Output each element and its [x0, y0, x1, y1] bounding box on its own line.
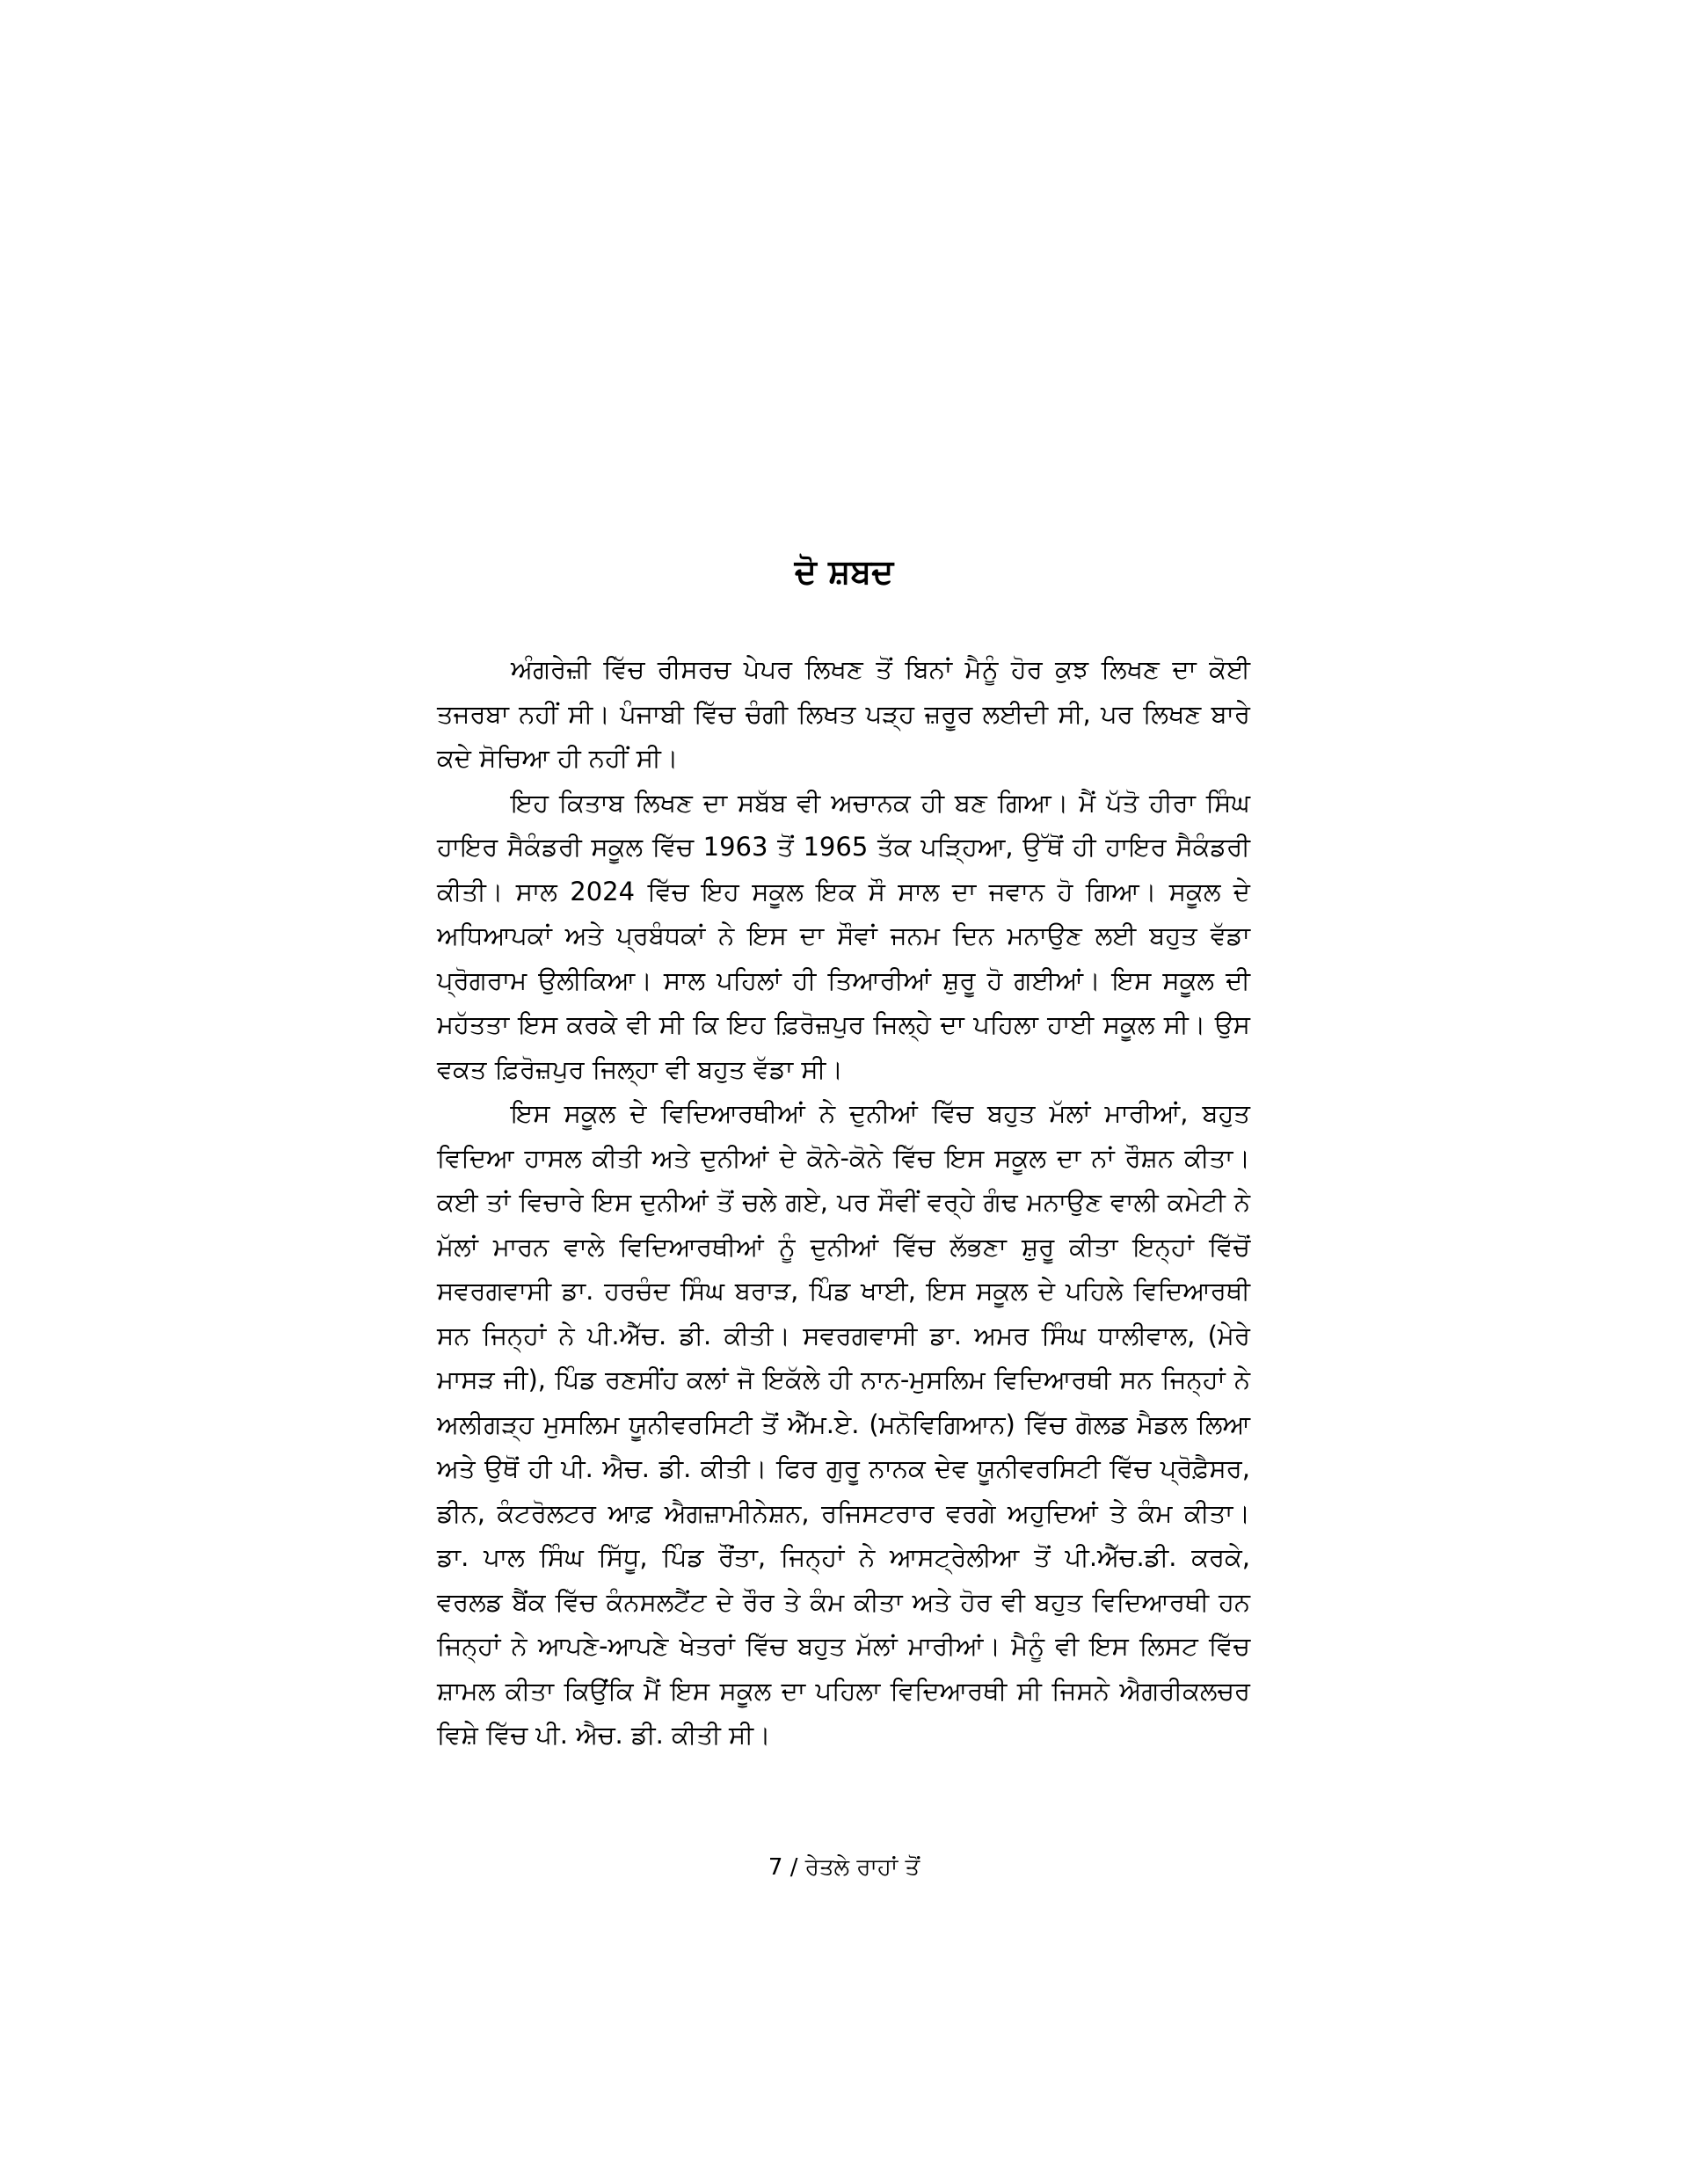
- page-title: ਦੋ ਸ਼ਬਦ: [794, 552, 894, 591]
- page-footer: 7 / ਰੇਤਲੇ ਰਾਹਾਂ ਤੋਂ: [768, 1854, 920, 1881]
- paragraph-3: ਇਸ ਸਕੂਲ ਦੇ ਵਿਦਿਆਰਥੀਆਂ ਨੇ ਦੁਨੀਆਂ ਵਿੱਚ ਬਹੁਤ ਮੱਲਾਂ ਮਾਰੀਆਂ, ਬਹੁਤ ਵਿਦਿਆ ਹਾਸਲ ਕੀਤੀ ਅਤੇ ਦੁਨੀਆਂ ਦੇ ਕੋਨੇ-ਕੋਨੇ ਵਿੱਚ ਇਸ ਸਕੂਲ ਦਾ ਨਾਂ ਰੌਸ਼ਨ ਕੀਤਾ। ਕਈ ਤਾਂ ਵਿਚਾਰੇ ਇਸ ਦੁਨੀਆਂ ਤੋਂ ਚਲੇ ਗਏ, ਪਰ ਸੌਵੀਂ ਵਰ੍ਹੇ ਗੰਢ ਮਨਾਉਣ ਵਾਲੀ ਕਮੇਟੀ ਨੇ ਮੱਲਾਂ ਮਾਰਨ ਵਾਲੇ ਵਿਦਿਆਰਥੀਆਂ ਨੂੰ ਦੁਨੀਆਂ ਵਿੱਚ ਲੱਭਣਾ ਸ਼ੁਰੂ ਕੀਤਾ ਇਨ੍ਹਾਂ ਵਿੱਚੋਂ ਸਵਰਗਵਾਸੀ ਡਾ. ਹਰਚੰਦ ਸਿੰਘ ਬਰਾੜ, ਪਿੰਡ ਖਾਈ, ਇਸ ਸਕੂਲ ਦੇ ਪਹਿਲੇ ਵਿਦਿਆਰਥੀ ਸਨ ਜਿਨ੍ਹਾਂ ਨੇ ਪੀ.ਐੱਚ. ਡੀ. ਕੀਤੀ। ਸਵਰਗਵਾਸੀ ਡਾ. ਅਮਰ ਸਿੰਘ ਧਾਲੀਵਾਲ, (ਮੇਰੇ ਮਾਸੜ ਜੀ), ਪਿੰਡ ਰਣਸੀਂਹ ਕਲਾਂ ਜੋ ਇਕੱਲੇ ਹੀ ਨਾਨ-ਮੁਸਲਿਮ ਵਿਦਿਆਰਥੀ ਸਨ ਜਿਨ੍ਹਾਂ ਨੇ ਅਲੀਗੜ੍ਹ ਮੁਸਲਿਮ ਯੂਨੀਵਰਸਿਟੀ ਤੋਂ ਐੱਮ.ਏ. (ਮਨੋਵਿਗਿਆਨ) ਵਿੱਚ ਗੋਲਡ ਮੈਡਲ ਲਿਆ ਅਤੇ ਉਥੋਂ ਹੀ ਪੀ. ਐਚ. ਡੀ. ਕੀਤੀ। ਫਿਰ ਗੁਰੂ ਨਾਨਕ ਦੇਵ ਯੂਨੀਵਰਸਿਟੀ ਵਿੱਚ ਪ੍ਰੋਫ਼ੈਸਰ, ਡੀਨ, ਕੰਟਰੋਲਟਰ ਆਫ਼ ਐਗਜ਼ਾਮੀਨੇਸ਼ਨ, ਰਜਿਸਟਰਾਰ ਵਰਗੇ ਅਹੁਦਿਆਂ ਤੇ ਕੰਮ ਕੀਤਾ। ਡਾ. ਪਾਲ ਸਿੰਘ ਸਿੱਧੂ, ਪਿੰਡ ਰੌਂਤਾ, ਜਿਨ੍ਹਾਂ ਨੇ ਆਸਟ੍ਰੇਲੀਆ ਤੋਂ ਪੀ.ਐੱਚ.ਡੀ. ਕਰਕੇ, ਵਰਲਡ ਬੈਂਕ ਵਿੱਚ ਕੰਨਸਲਟੈਂਟ ਦੇ ਰੌਰ ਤੇ ਕੰਮ ਕੀਤਾ ਅਤੇ ਹੋਰ ਵੀ ਬਹੁਤ ਵਿਦਿਆਰਥੀ ਹਨ ਜਿਨ੍ਹਾਂ ਨੇ ਆਪਣੇ-ਆਪਣੇ ਖੇਤਰਾਂ ਵਿੱਚ ਬਹੁਤ ਮੱਲਾਂ ਮਾਰੀਆਂ। ਮੈਨੂੰ ਵੀ ਇਸ ਲਿਸਟ ਵਿੱਚ ਸ਼ਾਮਲ ਕੀਤਾ ਕਿਉਂਕਿ ਮੈਂ ਇਸ ਸਕੂਲ ਦਾ ਪਹਿਲਾ ਵਿਦਿਆਰਥੀ ਸੀ ਜਿਸਨੇ ਐਗਰੀਕਲਚਰ ਵਿਸ਼ੇ ਵਿੱਚ ਪੀ. ਐਚ. ਡੀ. ਕੀਤੀ ਸੀ।: [437, 1098, 1250, 1750]
- paragraph-2: ਇਹ ਕਿਤਾਬ ਲਿਖਣ ਦਾ ਸਬੱਬ ਵੀ ਅਚਾਨਕ ਹੀ ਬਣ ਗਿਆ। ਮੈਂ ਪੱਤੋ ਹੀਰਾ ਸਿੰਘ ਹਾਇਰ ਸੈਕੰਡਰੀ ਸਕੂਲ ਵਿੱਚ 1963 ਤੋਂ 1965 ਤੱਕ ਪੜ੍ਹਿਆ, ਉੱਥੋਂ ਹੀ ਹਾਇਰ ਸੈਕੰਡਰੀ ਕੀਤੀ। ਸਾਲ 2024 ਵਿੱਚ ਇਹ ਸਕੂਲ ਇਕ ਸੌ ਸਾਲ ਦਾ ਜਵਾਨ ਹੋ ਗਿਆ। ਸਕੂਲ ਦੇ ਅਧਿਆਪਕਾਂ ਅਤੇ ਪ੍ਰਬੰਧਕਾਂ ਨੇ ਇਸ ਦਾ ਸੌਵਾਂ ਜਨਮ ਦਿਨ ਮਨਾਉਣ ਲਈ ਬਹੁਤ ਵੱਡਾ ਪ੍ਰੋਗਰਾਮ ਉਲੀਕਿਆ। ਸਾਲ ਪਹਿਲਾਂ ਹੀ ਤਿਆਰੀਆਂ ਸ਼ੁਰੂ ਹੋ ਗਈਆਂ। ਇਸ ਸਕੂਲ ਦੀ ਮਹੱਤਤਾ ਇਸ ਕਰਕੇ ਵੀ ਸੀ ਕਿ ਇਹ ਫ਼ਿਰੋਜ਼ਪੁਰ ਜਿਲ੍ਹੇ ਦਾ ਪਹਿਲਾ ਹਾਈ ਸਕੂਲ ਸੀ। ਉਸ ਵਕਤ ਫ਼ਿਰੋਜ਼ਪੁਰ ਜਿਲ੍ਹਾ ਵੀ ਬਹੁਤ ਵੱਡਾ ਸੀ।: [437, 787, 1250, 1084]
- paragraph-1: ਅੰਗਰੇਜ਼ੀ ਵਿੱਚ ਰੀਸਰਚ ਪੇਪਰ ਲਿਖਣ ਤੋਂ ਬਿਨਾਂ ਮੈਨੂੰ ਹੋਰ ਕੁਝ ਲਿਖਣ ਦਾ ਕੋਈ ਤਜਰਬਾ ਨਹੀਂ ਸੀ। ਪੰਜਾਬੀ ਵਿੱਚ ਚੰਗੀ ਲਿਖਤ ਪੜ੍ਹ ਜ਼ਰੂਰ ਲਈਦੀ ਸੀ, ਪਰ ਲਿਖਣ ਬਾਰੇ ਕਦੇ ਸੋਚਿਆ ਹੀ ਨਹੀਂ ਸੀ।: [437, 654, 1250, 773]
- body-text: [437, 647, 1250, 1758]
